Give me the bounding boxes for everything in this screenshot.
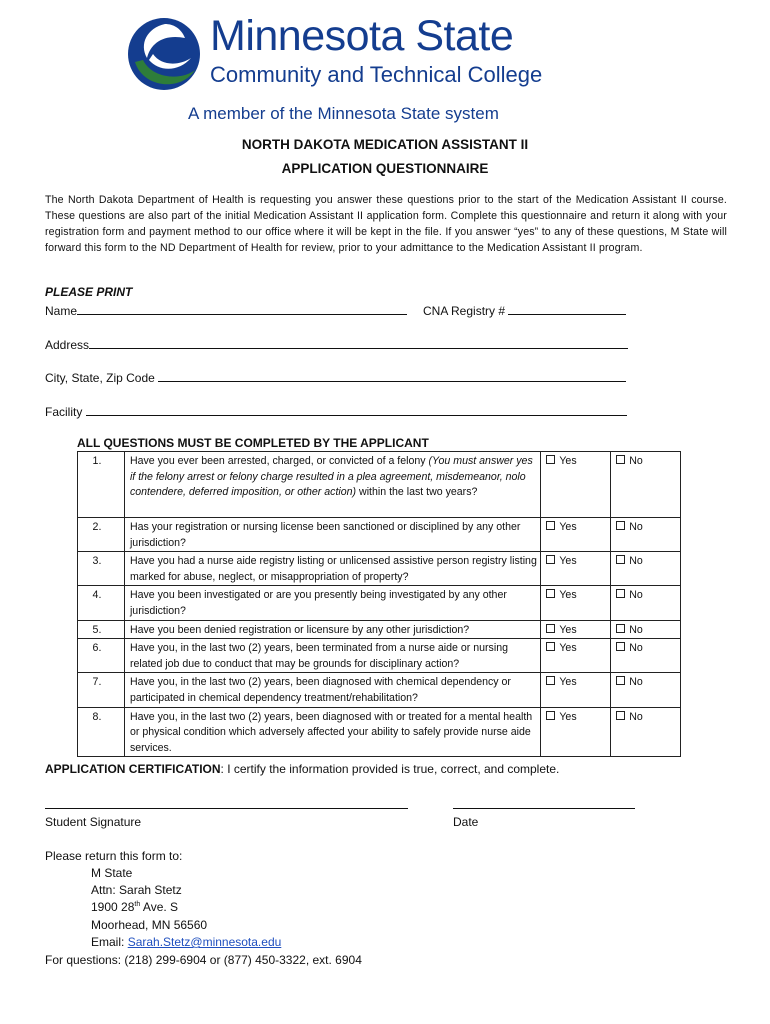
- checkbox-icon[interactable]: [546, 555, 555, 564]
- no-option[interactable]: No: [611, 620, 681, 639]
- return-org: M State: [91, 866, 133, 880]
- return-street: 1900 28th Ave. S: [91, 900, 179, 914]
- question-number: 3.: [78, 552, 125, 586]
- certification-text: : I certify the information provided is true, correct, and complete.: [220, 762, 560, 776]
- yes-option[interactable]: Yes: [541, 639, 611, 673]
- city-label: City, State, Zip Code: [45, 371, 159, 385]
- date-label: Date: [453, 815, 479, 829]
- return-attn: Attn: Sarah Stetz: [91, 883, 182, 897]
- question-text: Has your registration or nursing license been sanctioned or disciplined by any other jurisdiction?: [124, 518, 540, 552]
- cna-line[interactable]: [508, 302, 626, 315]
- checkbox-icon[interactable]: [546, 642, 555, 651]
- return-intro: Please return this form to:: [45, 849, 183, 863]
- questions-contact: For questions: (218) 299-6904 or (877) 450-3322, ext. 6904: [45, 953, 362, 967]
- checkbox-icon[interactable]: [616, 642, 625, 651]
- student-signature-label: Student Signature: [45, 815, 142, 829]
- question-text: Have you been investigated or are you presently being investigated by any other jurisdiction?: [124, 586, 540, 620]
- question-number: 7.: [78, 673, 125, 707]
- logo-title: Minnesota State: [210, 12, 514, 60]
- question-number: 8.: [78, 707, 125, 757]
- yes-option[interactable]: Yes: [541, 552, 611, 586]
- questions-table: [77, 451, 681, 757]
- question-row: [78, 518, 681, 552]
- checkbox-icon[interactable]: [616, 589, 625, 598]
- document-title: NORTH DAKOTA MEDICATION ASSISTANT II: [241, 137, 529, 152]
- yes-option[interactable]: Yes: [541, 707, 611, 757]
- question-row: [78, 452, 681, 518]
- city-line[interactable]: [158, 369, 626, 382]
- checkbox-icon[interactable]: [616, 455, 625, 464]
- question-row: [78, 586, 681, 620]
- name-label: Name: [45, 304, 78, 318]
- question-text: Have you been denied registration or licensure by any other jurisdiction?: [124, 620, 540, 639]
- question-text: Have you had a nurse aide registry listing or unlicensed assistive person registry listing marked for abuse, neglect, or misappropriation of property?: [124, 552, 540, 586]
- question-number: 5.: [78, 620, 125, 639]
- questions-heading: ALL QUESTIONS MUST BE COMPLETED BY THE APPLICANT: [77, 436, 429, 450]
- college-logo-icon: [125, 16, 203, 92]
- no-option[interactable]: No: [611, 586, 681, 620]
- question-text: Have you, in the last two (2) years, been diagnosed with chemical dependency or participated in chemical dependency treatment/rehabilitation?: [124, 673, 540, 707]
- question-row: [78, 673, 681, 707]
- checkbox-icon[interactable]: [616, 624, 625, 633]
- city-state-zip-field[interactable]: [45, 369, 626, 385]
- return-email: Email: Sarah.Stetz@minnesota.edu: [91, 935, 282, 949]
- yes-option[interactable]: Yes: [541, 586, 611, 620]
- no-option[interactable]: No: [611, 673, 681, 707]
- no-option[interactable]: No: [611, 639, 681, 673]
- question-row: [78, 620, 681, 639]
- name-line[interactable]: [77, 302, 407, 315]
- member-tagline: A member of the Minnesota State system: [188, 104, 499, 123]
- checkbox-icon[interactable]: [616, 521, 625, 530]
- address-field[interactable]: [45, 336, 628, 352]
- checkbox-icon[interactable]: [546, 455, 555, 464]
- checkbox-icon[interactable]: [616, 676, 625, 685]
- address-line[interactable]: [89, 336, 628, 349]
- question-number: 6.: [78, 639, 125, 673]
- student-signature-line[interactable]: [45, 808, 408, 809]
- certification-label: APPLICATION CERTIFICATION: [45, 762, 221, 776]
- checkbox-icon[interactable]: [546, 521, 555, 530]
- address-label: Address: [45, 338, 90, 352]
- email-link[interactable]: Sarah.Stetz@minnesota.edu: [127, 935, 282, 949]
- question-number: 4.: [78, 586, 125, 620]
- no-option[interactable]: No: [611, 707, 681, 757]
- question-row: [78, 552, 681, 586]
- yes-option[interactable]: Yes: [541, 518, 611, 552]
- facility-line[interactable]: [86, 403, 627, 416]
- return-city: Moorhead, MN 56560: [91, 918, 208, 932]
- facility-label: Facility: [45, 405, 86, 419]
- name-field[interactable]: [45, 302, 407, 318]
- please-print-label: PLEASE PRINT: [45, 285, 133, 299]
- no-option[interactable]: No: [611, 552, 681, 586]
- checkbox-icon[interactable]: [546, 589, 555, 598]
- yes-option[interactable]: Yes: [541, 452, 611, 518]
- checkbox-icon[interactable]: [546, 676, 555, 685]
- yes-option[interactable]: Yes: [541, 673, 611, 707]
- facility-field[interactable]: [45, 403, 627, 419]
- no-option[interactable]: No: [611, 452, 681, 518]
- question-text: Have you, in the last two (2) years, been terminated from a nurse aide or nursing related job due to conduct that may be grounds for disciplinary action?: [124, 639, 540, 673]
- checkbox-icon[interactable]: [546, 711, 555, 720]
- cna-registry-field[interactable]: [423, 302, 626, 318]
- no-option[interactable]: No: [611, 518, 681, 552]
- date-line[interactable]: [453, 808, 635, 809]
- checkbox-icon[interactable]: [546, 624, 555, 633]
- logo-subtitle: Community and Technical College: [210, 62, 543, 87]
- intro-paragraph: The North Dakota Department of Health is requesting you answer these questions prior to the start of the Medication Assistant II course. These questions are also part of the initial Medication Assistant II application form. Complete this questionnaire and return it along with your registration form and payment method to our office where it will be kept in the file. If you answer “yes” to any of these questions, M State will forward this form to the ND Department of Health for review, prior to your admittance to the Medication Assistant II program.: [45, 194, 727, 254]
- yes-option[interactable]: Yes: [541, 620, 611, 639]
- certification-statement: [45, 762, 559, 776]
- question-number: 1.: [78, 452, 125, 518]
- checkbox-icon[interactable]: [616, 711, 625, 720]
- document-subtitle: APPLICATION QUESTIONNAIRE: [281, 161, 489, 176]
- question-text: Have you ever been arrested, charged, or convicted of a felony (You must answer yes if the felony arrest or felony charge resulted in a plea agreement, misdemeanor, nolo contendere, deferred imposition, or other action) within the last two years?: [124, 452, 540, 518]
- checkbox-icon[interactable]: [616, 555, 625, 564]
- question-number: 2.: [78, 518, 125, 552]
- question-text: Have you, in the last two (2) years, been diagnosed with or treated for a mental health or physical condition which adversely affected your ability to safely provide nurse aide services.: [124, 707, 540, 757]
- question-row: [78, 707, 681, 757]
- question-row: [78, 639, 681, 673]
- cna-label: CNA Registry #: [423, 304, 509, 318]
